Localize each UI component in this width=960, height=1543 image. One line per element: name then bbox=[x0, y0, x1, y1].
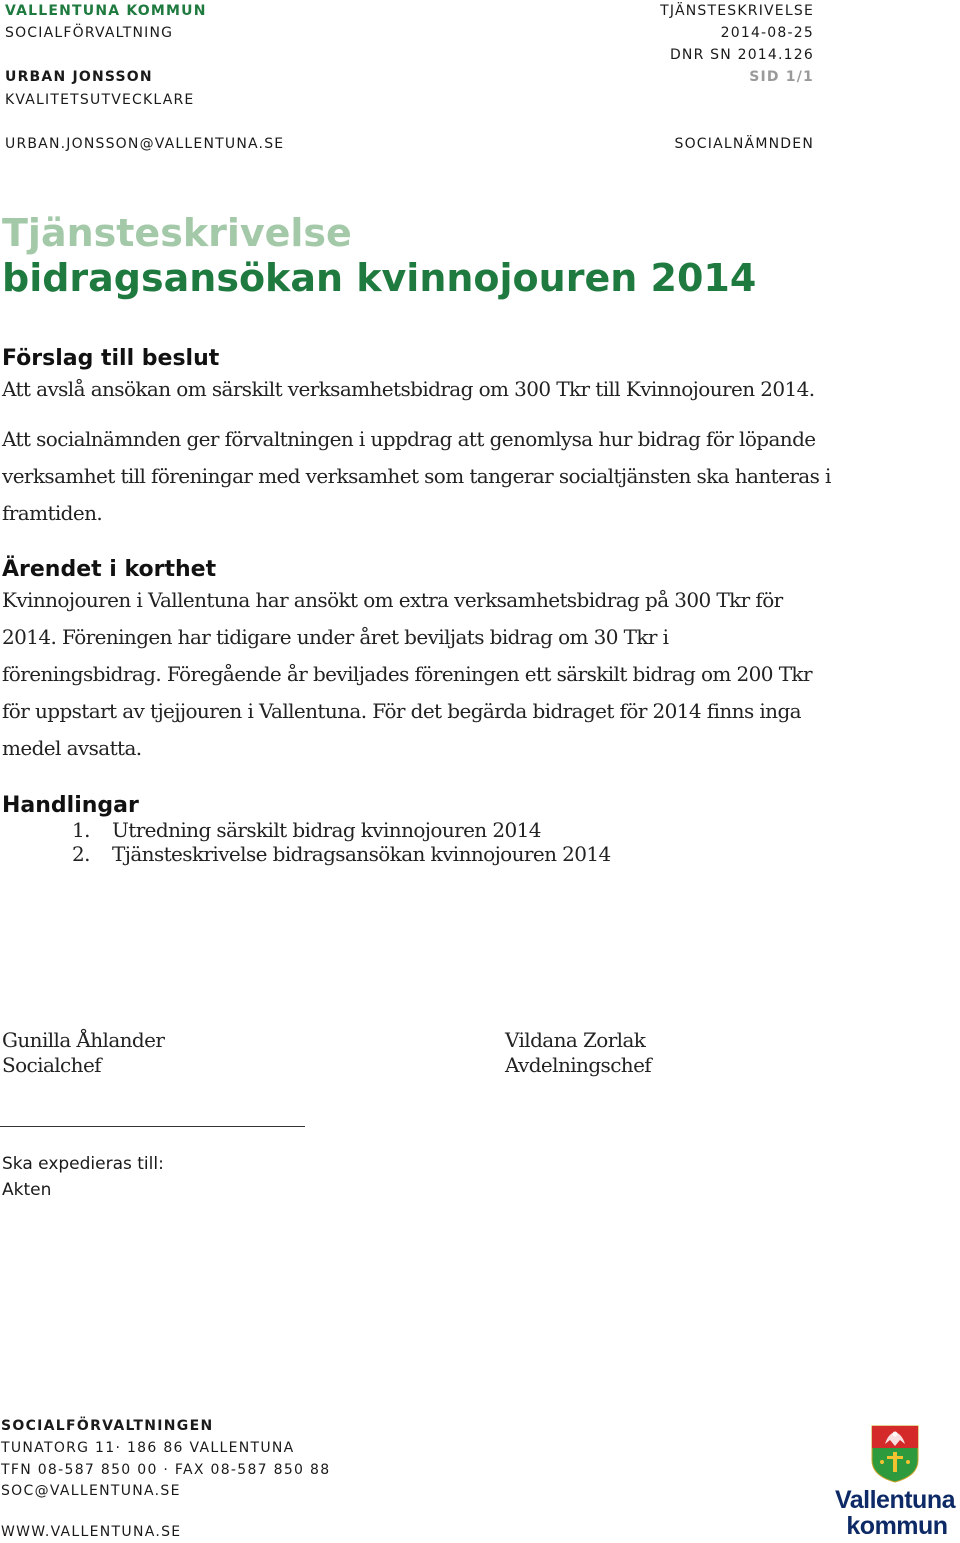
signature-right bbox=[505, 1028, 651, 1078]
proposal-heading: Förslag till beslut bbox=[2, 346, 220, 371]
page-number: SID 1/1 bbox=[749, 69, 814, 85]
distribution bbox=[2, 1151, 164, 1203]
documents-list bbox=[72, 818, 611, 866]
footer-email[interactable]: SOC@VALLENTUNA.SE bbox=[1, 1483, 181, 1499]
documents-heading: Handlingar bbox=[2, 793, 139, 818]
author-role: KVALITETSUTVECKLARE bbox=[5, 92, 195, 108]
list-item-number: 1. bbox=[72, 818, 90, 842]
org-name: VALLENTUNA KOMMUN bbox=[5, 3, 207, 19]
divider-line bbox=[0, 1126, 305, 1127]
svg-text:kommun: kommun bbox=[846, 1512, 948, 1539]
signatory-title: Avdelningschef bbox=[505, 1053, 652, 1077]
list-item-text: Tjänsteskrivelse bidragsansökan kvinnojouren 2014 bbox=[112, 842, 611, 866]
doc-date: 2014-08-25 bbox=[720, 25, 814, 41]
svg-text:Vallentuna: Vallentuna bbox=[834, 1486, 956, 1514]
signatory-title: Socialchef bbox=[2, 1053, 101, 1077]
author-name: URBAN JONSSON bbox=[5, 69, 153, 85]
signature-left bbox=[2, 1028, 164, 1078]
document-subtitle: bidragsansökan kvinnojouren 2014 bbox=[2, 256, 757, 300]
signatory-name: Gunilla Åhlander bbox=[2, 1028, 165, 1052]
proposal-paragraph-1: Att avslå ansökan om särskilt verksamhetsbidrag om 300 Tkr till Kvinnojouren 2014. bbox=[2, 377, 815, 401]
vallentuna-logo bbox=[830, 1422, 960, 1539]
list-item bbox=[72, 818, 611, 842]
footer-org: SOCIALFÖRVALTNINGEN bbox=[1, 1418, 214, 1434]
doc-type: TJÄNSTESKRIVELSE bbox=[660, 3, 814, 19]
summary-heading: Ärendet i korthet bbox=[2, 557, 217, 582]
list-item bbox=[72, 842, 611, 866]
footer-website[interactable]: WWW.VALLENTUNA.SE bbox=[1, 1524, 182, 1540]
department: SOCIALFÖRVALTNING bbox=[5, 25, 174, 41]
document-title: Tjänsteskrivelse bbox=[2, 211, 352, 255]
proposal-paragraph-2: Att socialnämnden ger förvaltningen i uppdrag att genomlysa hur bidrag för löpande verksamhet till föreningar med verksamhet som tangerar socialtjänsten ska hanteras i framtiden. bbox=[2, 427, 831, 525]
footer-phone: TFN 08-587 850 00 · FAX 08-587 850 88 bbox=[1, 1462, 331, 1478]
coat-of-arms-icon bbox=[830, 1422, 960, 1539]
distribution-label: Ska expedieras till: bbox=[2, 1154, 164, 1174]
list-item-text: Utredning särskilt bidrag kvinnojouren 2014 bbox=[112, 818, 541, 842]
footer-address: TUNATORG 11· 186 86 VALLENTUNA bbox=[1, 1440, 295, 1456]
summary-paragraph: Kvinnojouren i Vallentuna har ansökt om extra verksamhetsbidrag på 300 Tkr för 2014. Föreningen har tidigare under året beviljats bidrag om 30 Tkr i föreningsbidrag. Föregående år beviljades föreningen ett särskilt bidrag om 200 Tkr för uppstart av tjejjouren i Vallentuna. För det begärda bidraget för 2014 finns inga medel avsatta. bbox=[2, 588, 812, 760]
distribution-recipient: Akten bbox=[2, 1180, 52, 1200]
signatory-name: Vildana Zorlak bbox=[505, 1028, 646, 1052]
list-item-number: 2. bbox=[72, 842, 90, 866]
dnr-number: DNR SN 2014.126 bbox=[669, 47, 814, 63]
author-email[interactable]: URBAN.JONSSON@VALLENTUNA.SE bbox=[5, 136, 285, 152]
recipient-board: SOCIALNÄMNDEN bbox=[674, 136, 814, 152]
